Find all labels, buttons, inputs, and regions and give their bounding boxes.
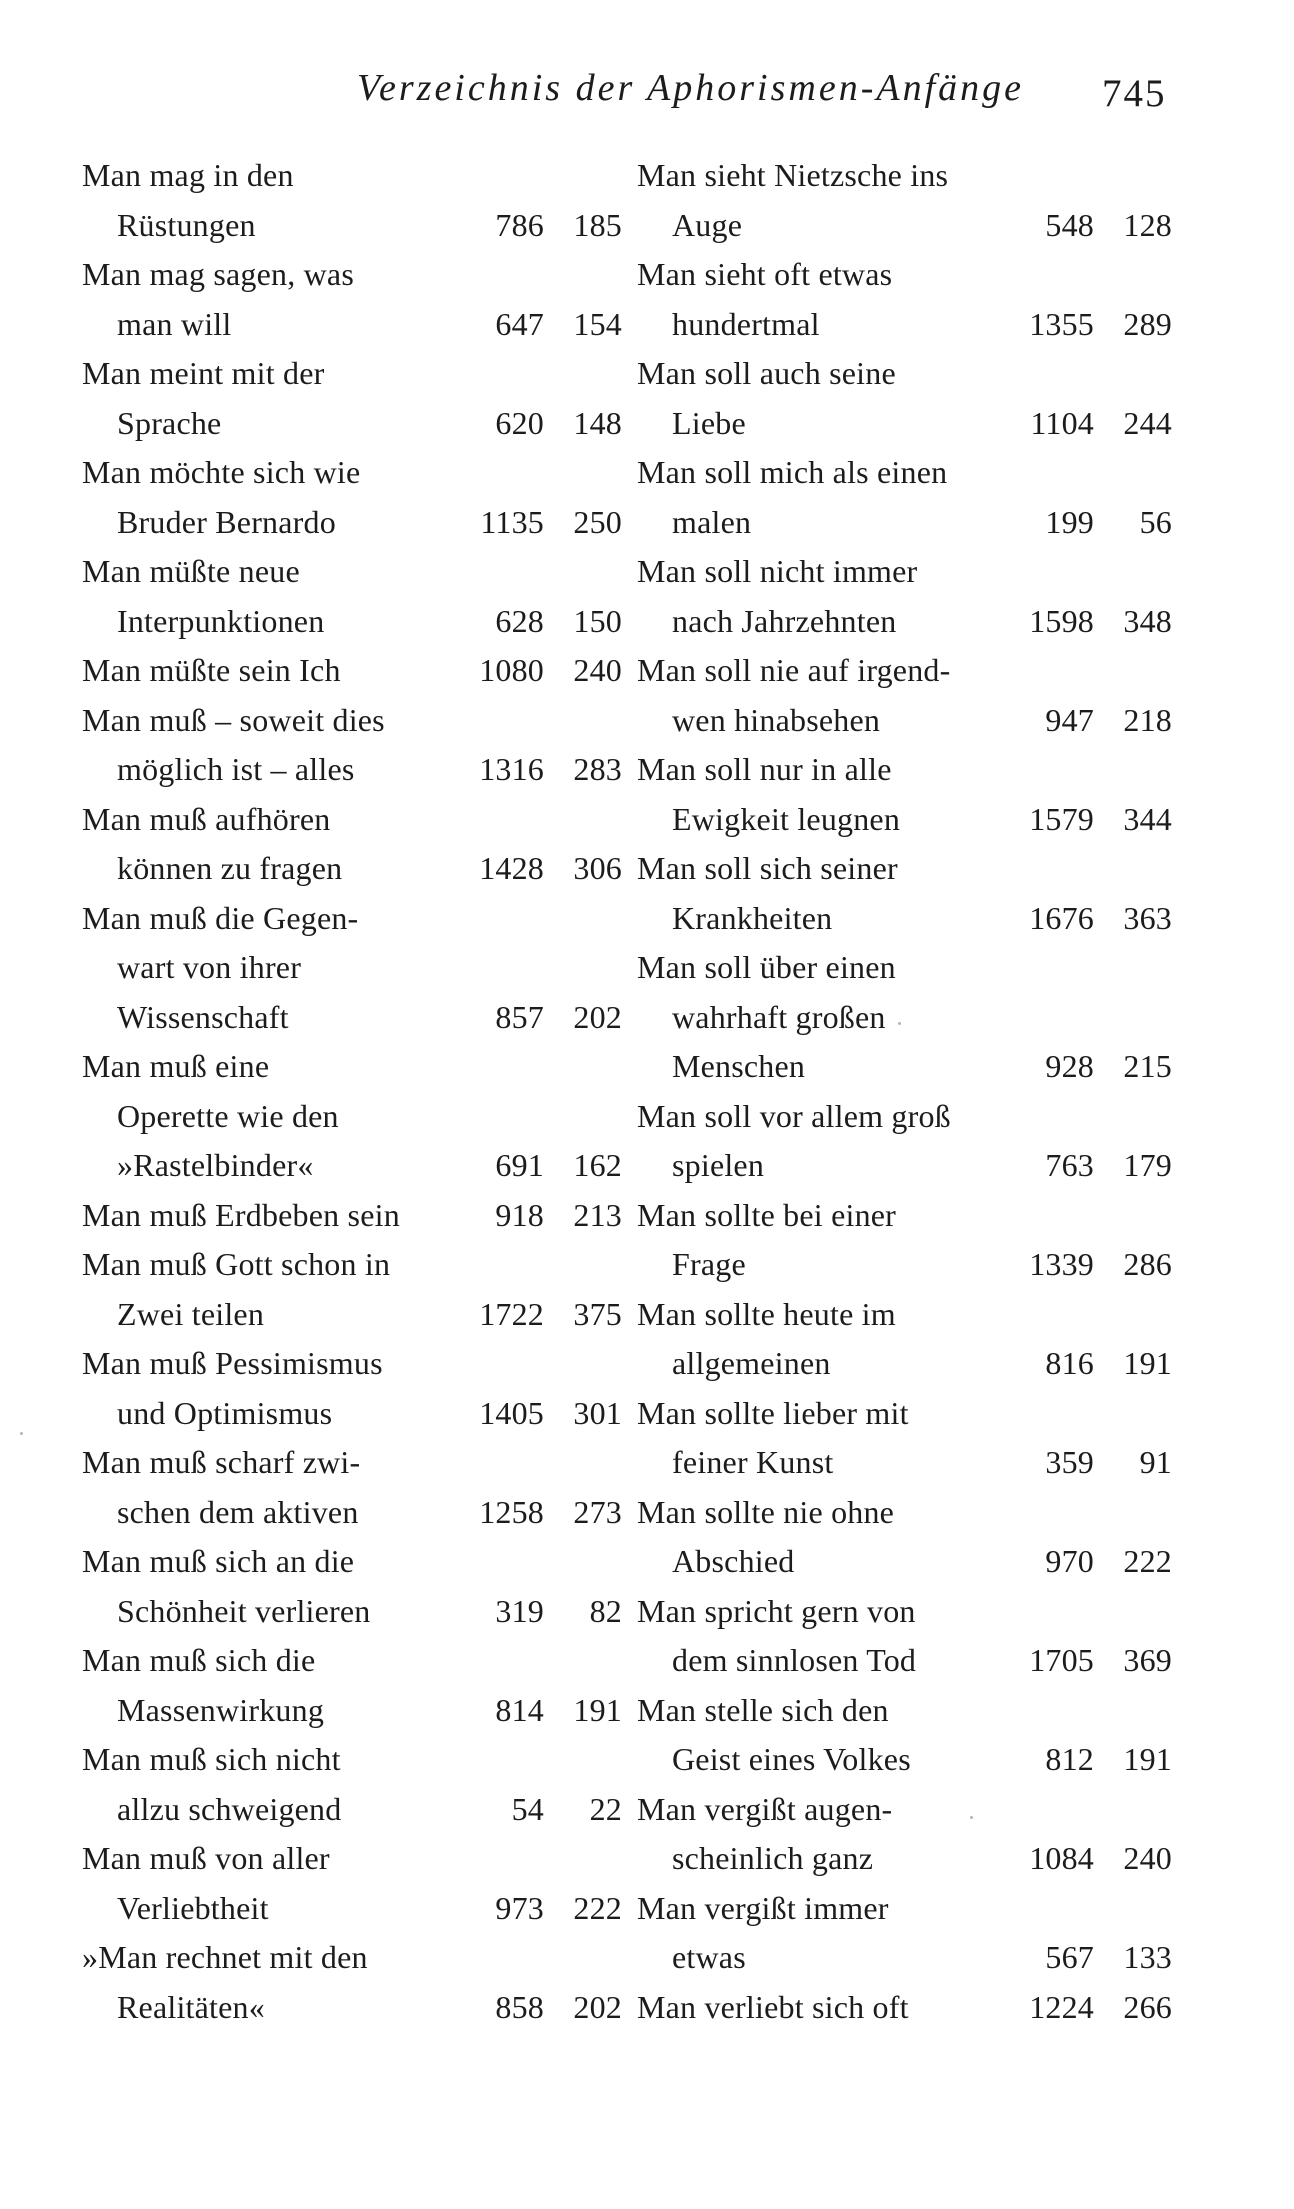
index-line xyxy=(637,795,1172,845)
index-line xyxy=(82,745,622,795)
index-line xyxy=(82,646,622,696)
index-line xyxy=(82,1488,622,1538)
entry-number: 1084 xyxy=(1029,1840,1094,1876)
index-line xyxy=(637,1092,1172,1142)
index-line xyxy=(637,993,1172,1043)
entry-number: 1722 xyxy=(479,1295,544,1332)
entry-text: Man spricht gern von xyxy=(637,1592,916,1629)
entry-continuation: Schönheit verlieren xyxy=(117,1592,371,1629)
entry-number: 918 xyxy=(495,1196,544,1233)
entry-continuation: feiner Kunst xyxy=(672,1444,834,1480)
paper-speck xyxy=(970,1816,973,1819)
index-line xyxy=(637,1240,1172,1290)
entry-number: 359 xyxy=(1045,1444,1094,1480)
entry-text: Man muß aufhören xyxy=(82,800,331,837)
entry-page: 369 xyxy=(1123,1642,1172,1678)
entry-continuation: Sprache xyxy=(117,404,222,441)
entry-text: Man müßte neue xyxy=(82,553,300,589)
entry-continuation: können zu fragen xyxy=(117,850,343,886)
entry-number: 1598 xyxy=(1029,602,1094,639)
entry-text: Man mag in den xyxy=(82,157,294,193)
entry-page: 191 xyxy=(1123,1345,1172,1381)
entry-number: 1104 xyxy=(1030,404,1094,441)
index-line xyxy=(637,250,1172,300)
entry-page: 133 xyxy=(1123,1939,1172,1975)
entry-text: Man meint mit der xyxy=(82,355,325,391)
entry-number: 1080 xyxy=(479,652,544,688)
entry-page: 191 xyxy=(573,1691,622,1728)
entry-continuation: schen dem aktiven xyxy=(117,1493,359,1530)
entry-number: 1224 xyxy=(1029,1988,1094,2025)
entry-continuation: Massenwirkung xyxy=(117,1691,325,1728)
running-head: Verzeichnis der Aphorismen-Anfänge xyxy=(357,67,1024,109)
index-line xyxy=(637,1834,1172,1884)
entry-number: 816 xyxy=(1045,1345,1094,1381)
index-line xyxy=(637,498,1172,548)
index-line xyxy=(82,1933,622,1983)
entry-text: Man muß die Gegen- xyxy=(82,899,359,936)
entry-continuation: Zwei teilen xyxy=(117,1295,265,1332)
index-line xyxy=(82,448,622,498)
entry-text: Man muß Gott schon in xyxy=(82,1246,391,1282)
index-line xyxy=(82,1339,622,1389)
entry-text: Man muß sich an die xyxy=(82,1543,355,1579)
index-line xyxy=(637,1735,1172,1785)
entry-number: 857 xyxy=(495,998,544,1035)
entry-text: Man vergißt augen- xyxy=(637,1790,893,1827)
entry-text: Man soll nicht immer xyxy=(637,553,918,589)
index-line xyxy=(637,1488,1172,1538)
entry-number: 1676 xyxy=(1029,899,1094,936)
entry-page: 306 xyxy=(573,850,622,886)
index-line xyxy=(637,1636,1172,1686)
entry-continuation: Auge xyxy=(672,206,743,243)
index-line xyxy=(637,300,1172,350)
entry-page: 286 xyxy=(1123,1246,1172,1282)
entry-text: Man soll sich seiner xyxy=(637,850,898,886)
index-line xyxy=(637,547,1172,597)
entry-continuation: Frage xyxy=(672,1246,746,1282)
entry-page: 250 xyxy=(573,503,622,540)
entry-text: Man muß sich nicht xyxy=(82,1741,341,1777)
entry-text: »Man rechnet mit den xyxy=(82,1939,368,1975)
entry-page: 301 xyxy=(573,1394,622,1431)
index-line xyxy=(637,1438,1172,1488)
index-line xyxy=(82,1092,622,1142)
index-line xyxy=(637,399,1172,449)
index-line xyxy=(637,1141,1172,1191)
entry-text: Man stelle sich den xyxy=(637,1691,889,1728)
entry-continuation: Rüstungen xyxy=(117,206,256,243)
entry-text: Man muß Pessimismus xyxy=(82,1345,383,1381)
entry-number: 1428 xyxy=(479,850,544,886)
entry-continuation: spielen xyxy=(672,1147,765,1183)
index-line xyxy=(637,1042,1172,1092)
entry-page: 348 xyxy=(1123,602,1172,639)
entry-page: 215 xyxy=(1123,1048,1172,1084)
entry-number: 620 xyxy=(495,404,544,441)
entry-page: 148 xyxy=(573,404,622,441)
index-line xyxy=(637,1339,1172,1389)
entry-page: 202 xyxy=(573,1988,622,2025)
index-line xyxy=(637,597,1172,647)
entry-continuation: dem sinnlosen Tod xyxy=(672,1642,917,1678)
index-line xyxy=(637,894,1172,944)
index-line xyxy=(637,1290,1172,1340)
entry-page: 363 xyxy=(1123,899,1172,936)
entry-text: Man sollte nie ohne xyxy=(637,1493,895,1530)
index-line xyxy=(82,1587,622,1637)
index-line xyxy=(637,1191,1172,1241)
entry-page: 375 xyxy=(573,1295,622,1332)
entry-number: 970 xyxy=(1045,1543,1094,1579)
page-number: 745 xyxy=(1102,72,1167,115)
entry-continuation: Bruder Bernardo xyxy=(117,503,336,540)
index-line xyxy=(637,151,1172,201)
entry-text: Man muß scharf zwi- xyxy=(82,1444,361,1480)
entry-number: 628 xyxy=(495,602,544,639)
entry-continuation: hundertmal xyxy=(672,305,820,342)
index-column-left xyxy=(82,151,622,2032)
index-line xyxy=(82,1191,622,1241)
index-line xyxy=(82,1537,622,1587)
entry-number: 1355 xyxy=(1029,305,1094,342)
entry-number: 1579 xyxy=(1029,800,1094,837)
entry-page: 191 xyxy=(1123,1741,1172,1777)
index-line xyxy=(82,795,622,845)
index-line xyxy=(637,745,1172,795)
entry-page: 56 xyxy=(1139,503,1172,540)
entry-text: Man muß – soweit dies xyxy=(82,701,385,738)
entry-page: 128 xyxy=(1123,206,1172,243)
entry-text: Man muß eine xyxy=(82,1048,270,1084)
entry-page: 222 xyxy=(1123,1543,1172,1579)
index-line xyxy=(82,498,622,548)
entry-number: 199 xyxy=(1045,503,1094,540)
index-line xyxy=(82,300,622,350)
index-line xyxy=(82,993,622,1043)
entry-page: 289 xyxy=(1123,305,1172,342)
index-line xyxy=(82,250,622,300)
index-line xyxy=(637,448,1172,498)
entry-page: 179 xyxy=(1123,1147,1172,1183)
entry-continuation: Menschen xyxy=(672,1048,806,1084)
index-line xyxy=(82,547,622,597)
entry-number: 947 xyxy=(1045,701,1094,738)
entry-continuation: wahrhaft großen xyxy=(672,998,886,1035)
entry-number: 1135 xyxy=(480,503,544,540)
index-line xyxy=(82,1983,622,2033)
entry-number: 814 xyxy=(495,1691,544,1728)
entry-continuation: Abschied xyxy=(672,1543,795,1579)
entry-number: 1258 xyxy=(479,1493,544,1530)
entry-number: 567 xyxy=(1045,1939,1094,1975)
entry-text: Man sollte lieber mit xyxy=(637,1394,909,1431)
entry-continuation: Verliebtheit xyxy=(117,1889,269,1926)
entry-text: Man verliebt sich oft xyxy=(637,1988,909,2025)
index-line xyxy=(637,1389,1172,1439)
entry-text: Man soll mich als einen xyxy=(637,454,948,490)
index-line xyxy=(637,943,1172,993)
entry-page: 154 xyxy=(573,305,622,342)
entry-page: 202 xyxy=(573,998,622,1035)
entry-continuation: möglich ist – alles xyxy=(117,751,355,787)
entry-page: 273 xyxy=(573,1493,622,1530)
index-line xyxy=(82,399,622,449)
entry-text: Man muß von aller xyxy=(82,1840,330,1876)
index-line xyxy=(82,1042,622,1092)
index-line xyxy=(82,844,622,894)
entry-continuation: allzu schweigend xyxy=(117,1790,342,1827)
entry-text: Man sollte heute im xyxy=(637,1295,896,1332)
entry-page: 283 xyxy=(573,751,622,787)
index-line xyxy=(637,349,1172,399)
entry-number: 1705 xyxy=(1029,1642,1094,1678)
index-line xyxy=(637,1537,1172,1587)
entry-continuation: man will xyxy=(117,305,232,342)
index-line xyxy=(82,1735,622,1785)
entry-number: 763 xyxy=(1045,1147,1094,1183)
index-line xyxy=(82,349,622,399)
index-line xyxy=(637,1933,1172,1983)
paper-speck xyxy=(20,1432,23,1435)
paper-speck xyxy=(898,1022,901,1025)
entry-continuation: wen hinabsehen xyxy=(672,701,881,738)
entry-continuation: scheinlich ganz xyxy=(672,1840,874,1876)
index-line xyxy=(82,597,622,647)
entry-text: Man mag sagen, was xyxy=(82,256,354,292)
entry-text: Man soll über einen xyxy=(637,949,896,985)
entry-page: 240 xyxy=(573,652,622,688)
entry-continuation: »Rastelbinder« xyxy=(117,1147,314,1183)
entry-text: Man muß sich die xyxy=(82,1642,316,1678)
entry-continuation: Liebe xyxy=(672,404,746,441)
entry-continuation: Krankheiten xyxy=(672,899,833,936)
entry-continuation: Ewigkeit leugnen xyxy=(672,800,901,837)
entry-page: 82 xyxy=(589,1592,622,1629)
entry-page: 150 xyxy=(573,602,622,639)
entry-number: 928 xyxy=(1045,1048,1094,1084)
index-line xyxy=(82,943,622,993)
index-line xyxy=(637,201,1172,251)
entry-continuation: malen xyxy=(672,503,752,540)
entry-page: 240 xyxy=(1123,1840,1172,1876)
entry-text: Man sieht Nietzsche ins xyxy=(637,157,949,193)
entry-number: 786 xyxy=(495,206,544,243)
entry-text: Man vergißt immer xyxy=(637,1889,889,1926)
entry-continuation: Realitäten« xyxy=(117,1988,265,2025)
index-line xyxy=(82,1686,622,1736)
entry-number: 1405 xyxy=(479,1394,544,1431)
entry-number: 54 xyxy=(511,1790,544,1827)
index-line xyxy=(82,1438,622,1488)
entry-text: Man müßte sein Ich xyxy=(82,652,341,688)
index-line xyxy=(82,1240,622,1290)
entry-continuation: Operette wie den xyxy=(117,1097,339,1134)
index-line xyxy=(637,1884,1172,1934)
entry-page: 213 xyxy=(573,1196,622,1233)
entry-text: Man sieht oft etwas xyxy=(637,256,893,292)
entry-continuation: und Optimismus xyxy=(117,1394,333,1431)
index-line xyxy=(82,1290,622,1340)
entry-number: 1316 xyxy=(479,751,544,787)
entry-text: Man soll nur in alle xyxy=(637,751,892,787)
entry-number: 691 xyxy=(495,1147,544,1183)
entry-number: 647 xyxy=(495,305,544,342)
index-line xyxy=(637,844,1172,894)
entry-number: 858 xyxy=(495,1988,544,2025)
entry-text: Man soll vor allem groß xyxy=(637,1097,951,1134)
index-line xyxy=(82,1141,622,1191)
entry-continuation: Geist eines Volkes xyxy=(672,1741,911,1777)
index-line xyxy=(82,151,622,201)
entry-number: 1339 xyxy=(1029,1246,1094,1282)
entry-continuation: nach Jahrzehnten xyxy=(672,602,897,639)
entry-text: Man möchte sich wie xyxy=(82,454,361,490)
index-line xyxy=(637,1983,1172,2033)
entry-page: 344 xyxy=(1123,800,1172,837)
index-line xyxy=(637,646,1172,696)
entry-page: 218 xyxy=(1123,701,1172,738)
entry-number: 812 xyxy=(1045,1741,1094,1777)
entry-text: Man muß Erdbeben sein xyxy=(82,1196,400,1233)
index-line xyxy=(637,1587,1172,1637)
entry-continuation: etwas xyxy=(672,1939,746,1975)
entry-continuation: Interpunktionen xyxy=(117,602,325,639)
entry-text: Man soll auch seine xyxy=(637,355,896,391)
entry-page: 244 xyxy=(1123,404,1172,441)
entry-page: 91 xyxy=(1139,1444,1172,1480)
index-line xyxy=(82,1785,622,1835)
entry-page: 266 xyxy=(1123,1988,1172,2025)
entry-number: 973 xyxy=(495,1889,544,1926)
index-column-right xyxy=(637,151,1172,2032)
index-line xyxy=(82,201,622,251)
index-line xyxy=(82,1884,622,1934)
entry-text: Man sollte bei einer xyxy=(637,1196,897,1233)
entry-number: 319 xyxy=(495,1592,544,1629)
entry-continuation: Wissenschaft xyxy=(117,998,289,1035)
index-line xyxy=(637,1785,1172,1835)
index-line xyxy=(82,1389,622,1439)
entry-page: 222 xyxy=(573,1889,622,1926)
index-line xyxy=(82,1834,622,1884)
entry-continuation: wart von ihrer xyxy=(117,949,302,985)
index-line xyxy=(82,894,622,944)
entry-page: 162 xyxy=(573,1147,622,1183)
index-line xyxy=(82,696,622,746)
index-line xyxy=(637,1686,1172,1736)
entry-continuation: allgemeinen xyxy=(672,1345,831,1381)
entry-text: Man soll nie auf irgend- xyxy=(637,652,951,688)
index-line xyxy=(82,1636,622,1686)
entry-number: 548 xyxy=(1045,206,1094,243)
entry-page: 22 xyxy=(589,1790,622,1827)
entry-page: 185 xyxy=(573,206,622,243)
index-line xyxy=(637,696,1172,746)
